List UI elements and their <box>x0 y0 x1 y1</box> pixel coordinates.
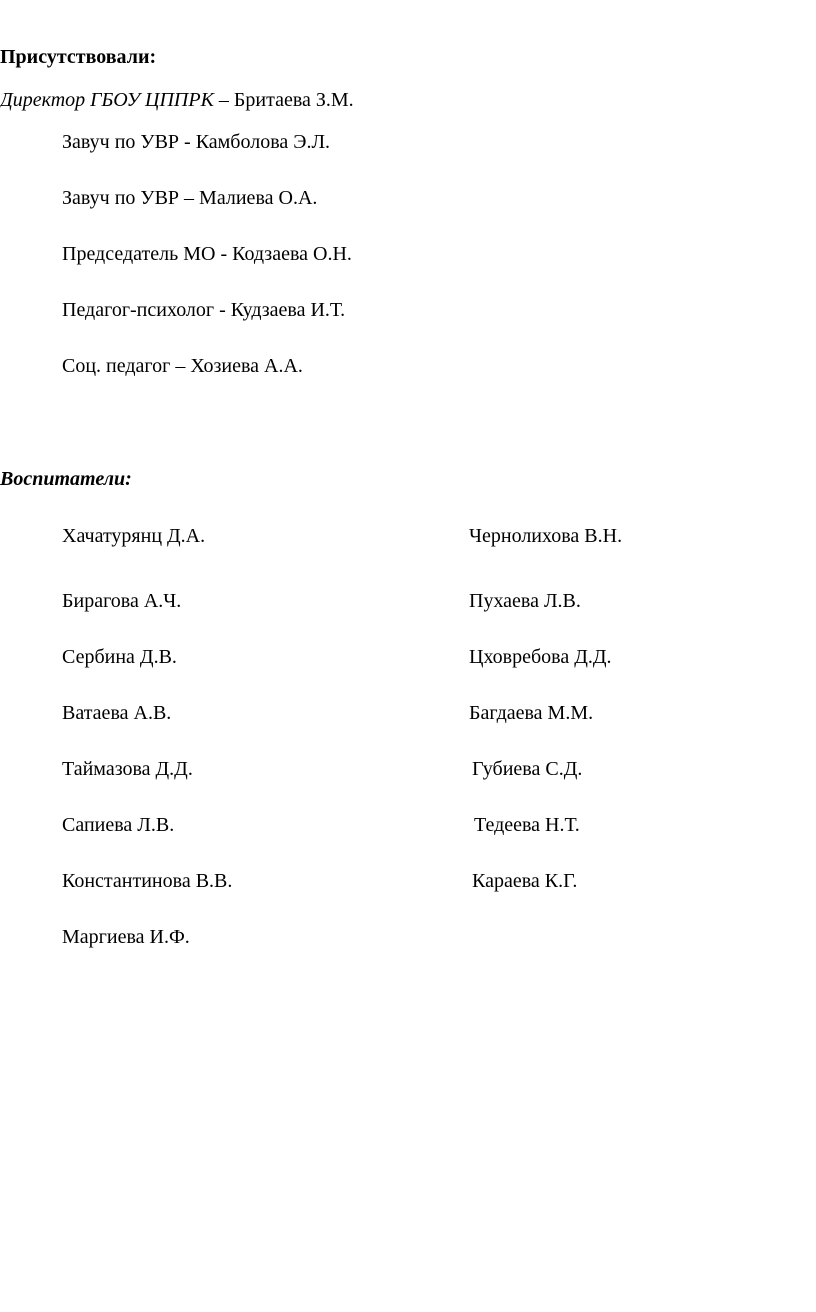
director-name: – Бритаева З.М. <box>213 89 354 111</box>
educator-right: Пухаева Л.В. <box>469 590 581 612</box>
member-line: Председатель МО - Кодзаева О.Н. <box>62 243 352 265</box>
educator-left: Сапиева Л.В. <box>62 814 175 836</box>
member-line: Завуч по УВР - Камболова Э.Л. <box>62 131 331 153</box>
educator-right: Тедеева Н.Т. <box>474 814 580 836</box>
present-heading: Присутствовали: <box>0 46 157 68</box>
member-line: Соц. педагог – Хозиева А.А. <box>62 355 303 377</box>
educator-left: Сербина Д.В. <box>62 646 177 668</box>
member-line: Завуч по УВР – Малиева О.А. <box>62 187 318 209</box>
educator-left: Константинова В.В. <box>62 870 233 892</box>
educators-heading: Воспитатели: <box>0 468 132 490</box>
director-title: Директор ГБОУ ЦППРК <box>0 89 214 111</box>
educator-right: Чернолихова В.Н. <box>469 525 623 547</box>
member-line: Педагог-психолог - Кудзаева И.Т. <box>62 299 346 321</box>
educator-left: Маргиева И.Ф. <box>62 926 190 948</box>
educator-right: Губиева С.Д. <box>472 758 583 780</box>
educator-left: Ватаева А.В. <box>62 702 172 724</box>
educator-right: Цховребова Д.Д. <box>469 646 612 668</box>
educator-right: Караева К.Г. <box>472 870 578 892</box>
director-line <box>0 88 354 112</box>
educator-left: Бирагова А.Ч. <box>62 590 182 612</box>
educator-left: Таймазова Д.Д. <box>62 758 193 780</box>
educator-left: Хачатурянц Д.А. <box>62 525 206 547</box>
educator-right: Багдаева М.М. <box>469 702 594 724</box>
